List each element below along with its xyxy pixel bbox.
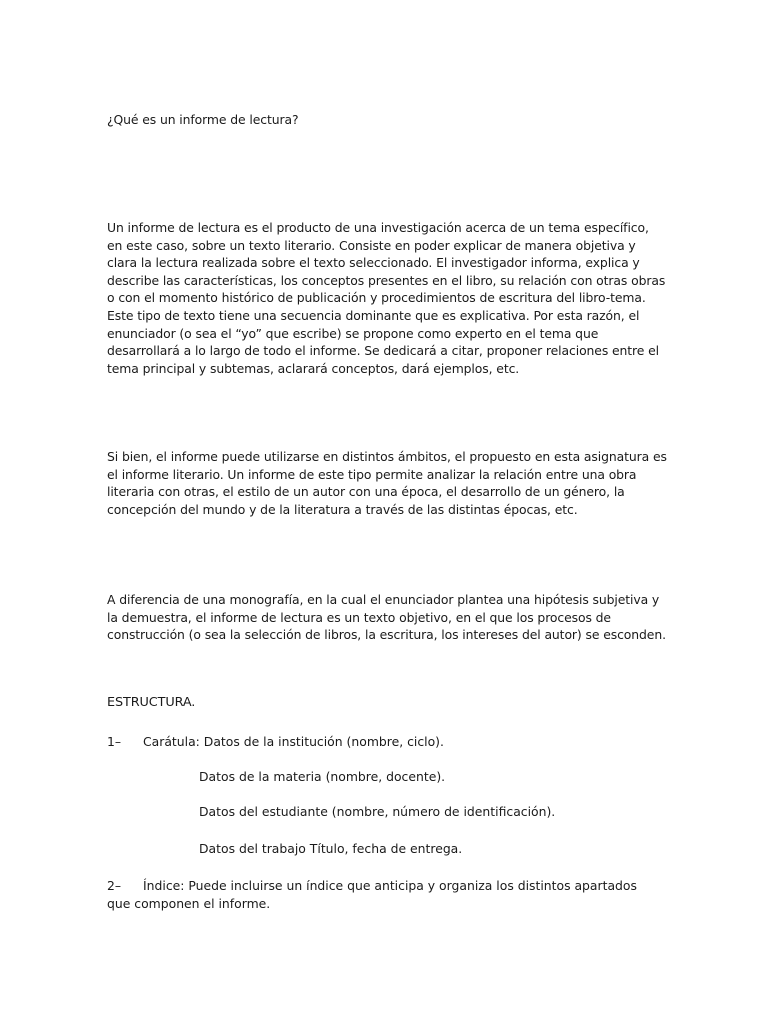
document-title: ¿Qué es un informe de lectura? — [107, 112, 299, 127]
list-subitem: Datos del trabajo Título, fecha de entrega. — [199, 841, 463, 856]
list-item-text: Índice: Puede incluirse un índice que anticipa y organiza los distintos apartados — [143, 878, 637, 893]
list-item-number: 2– — [107, 878, 122, 893]
list-item-continuation: que componen el informe. — [107, 895, 271, 911]
list-item — [107, 877, 667, 912]
list-subitem: Datos de la materia (nombre, docente). — [199, 769, 446, 784]
structure-heading: ESTRUCTURA. — [107, 695, 196, 710]
list-subitem: Datos del estudiante (nombre, número de identificación). — [199, 804, 556, 819]
paragraph-comparison: A diferencia de una monografía, en la cual el enunciador plantea una hipótesis subjetiva y la demuestra, el informe de lectura es un texto objetivo, en el que los procesos de construcción (o sea la selección de libros, la escritura, los intereses del autor) se esconden. — [107, 592, 666, 643]
paragraph-scope: Si bien, el informe puede utilizarse en distintos ámbitos, el propuesto en esta asignatura es el informe literario. Un informe de este tipo permite analizar la relación entre una obra literaria con otras, el estilo de un autor con una época, el desarrollo de un género, la concepción del mundo y de la literatura a través de las distintas épocas, etc. — [107, 449, 667, 517]
list-item-number: 1– — [107, 734, 122, 749]
paragraph-definition: Un informe de lectura es el producto de una investigación acerca de un tema específico, en este caso, sobre un texto literario. Consiste en poder explicar de manera objetiva y clara la lectura realizada sobre el texto seleccionado. El investigador informa, explica y describe las características, los conceptos presentes en el libro, su relación con otras obras o con el momento histórico de publicación y procedimientos de escritura del libro-tema. Este tipo de texto tiene una secuencia dominante que es explicativa. Por esta razón, el enunciador (o sea el “yo” que escribe) se propone como experto en el tema que desarrollará a lo largo de todo el informe. Se dedicará a citar, proponer relaciones entre el tema principal y subtemas, aclarará conceptos, dará ejemplos, etc. — [107, 220, 666, 376]
list-item — [107, 733, 667, 751]
list-item-text: Carátula: Datos de la institución (nombre, ciclo). — [143, 734, 444, 749]
